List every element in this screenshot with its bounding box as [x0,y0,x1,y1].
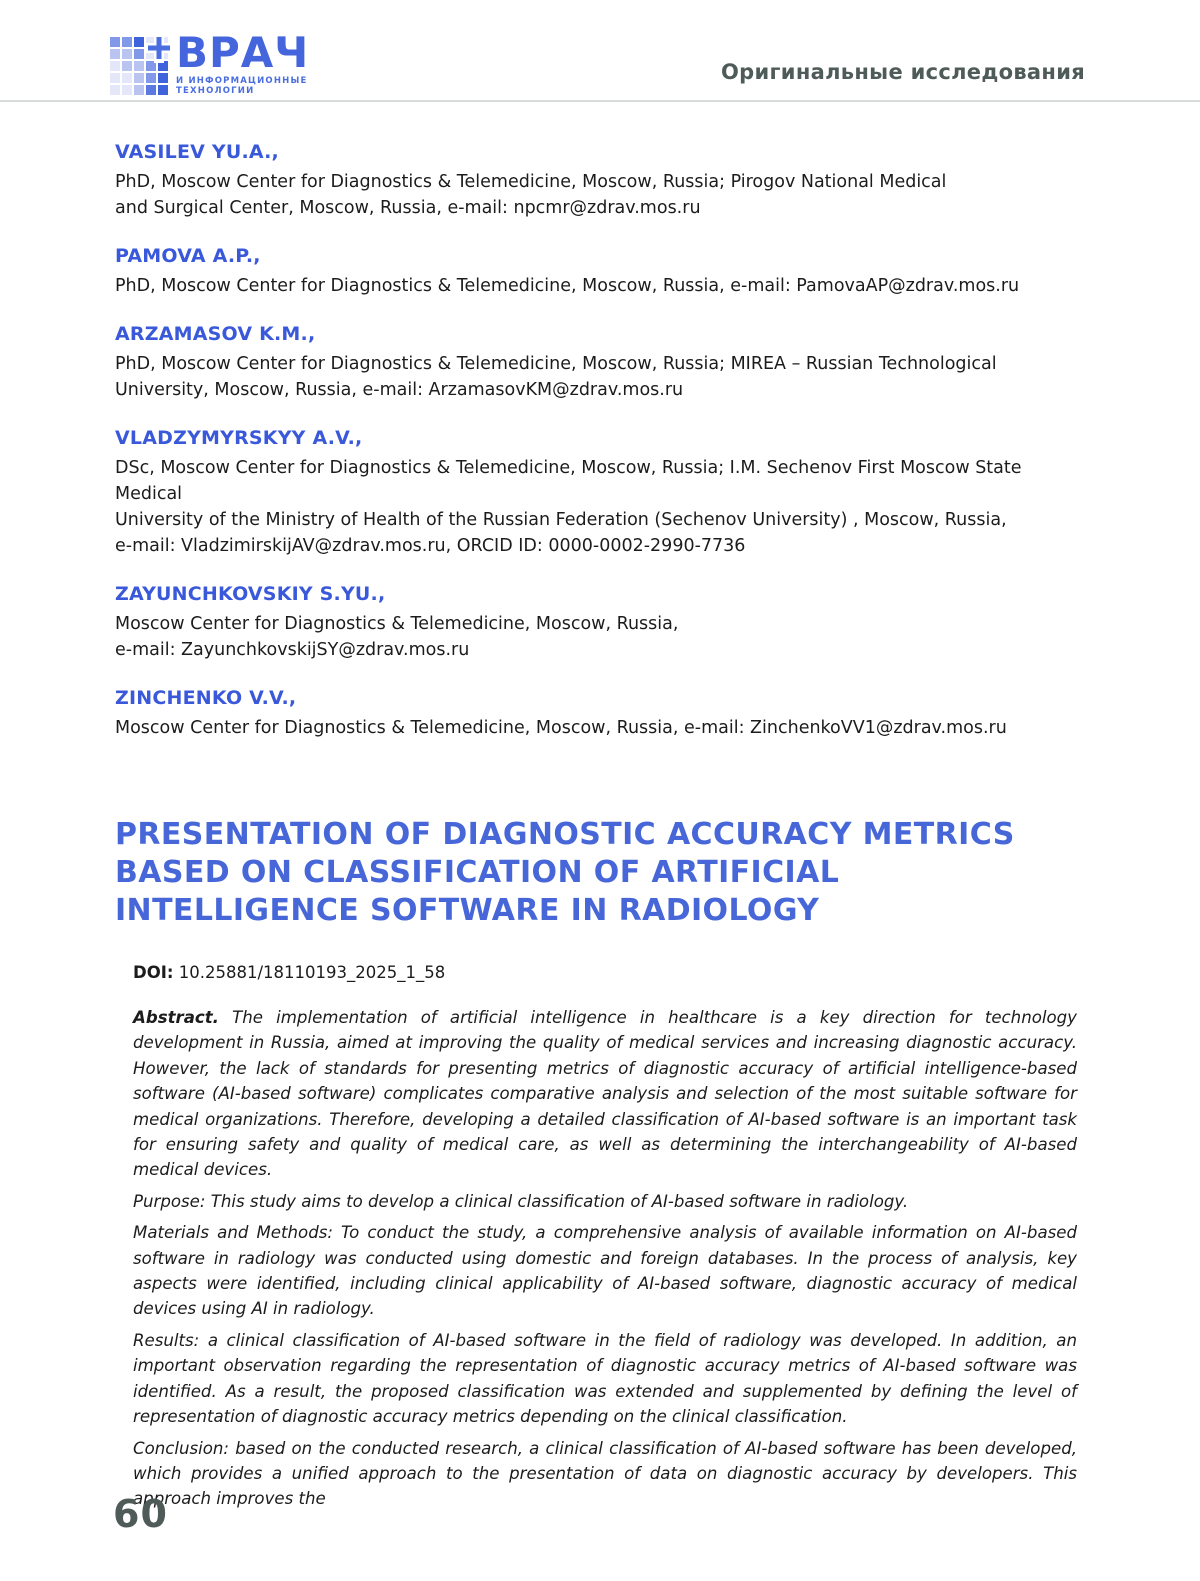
article-title: PRESENTATION OF DIAGNOSTIC ACCURACY METRICS BASED ON CLASSIFICATION OF ARTIFICIAL INTELLIGENCE SOFTWARE IN RADIOLOGY [115,817,1015,928]
author-affiliation: PhD, Moscow Center for Diagnostics & Telemedicine, Moscow, Russia, e-mail: PamovaAP@zdrav.mos.ru [115,276,1020,296]
author-block [115,426,1090,559]
logo-text [176,28,310,96]
medical-cross-icon [144,33,174,63]
author-affiliation: DSc, Moscow Center for Diagnostics & Telemedicine, Moscow, Russia; I.M. Sechenov First Moscow State Medical University of the Ministry of Health of the Russian Federation (Sechenov University) , Moscow, Russia, e-mail: VladzimirskijAV@zdrav.mos.ru, ORCID ID: 0000-0002-2990-7736 [115,458,1022,556]
author-block [115,582,1090,663]
author-name: PAMOVA A.P., [115,245,261,267]
author-affiliation: PhD, Moscow Center for Diagnostics & Telemedicine, Moscow, Russia; MIREA – Russian Technological University, Moscow, Russia, e-mail: ArzamasovKM@zdrav.mos.ru [115,354,997,400]
page-header [0,0,1200,100]
author-name: ZAYUNCHKOVSKIY S.YU., [115,583,386,605]
author-name: ARZAMASOV K.M., [115,323,316,345]
logo-brand: ВРАЧ [176,28,310,77]
doi-value: 10.25881/18110193_2025_1_58 [178,963,446,982]
journal-logo [110,28,310,96]
abstract-text: The implementation of artificial intelligence in healthcare is a key direction for technology development in Russia, aimed at improving the quality of medical services and increasing diagnostic accuracy. However, the lack of standards for presenting metrics of diagnostic accuracy of artificial intelligence-based software (AI-based software) complicates comparative analysis and selection of the most suitable software for medical organizations. Therefore, developing a detailed classification of AI-based software is an important task for ensuring safety and quality of medical care, as well as determining the interchangeability of AI-based medical devices. [133,1008,1077,1180]
author-block [115,322,1090,403]
author-affiliation: PhD, Moscow Center for Diagnostics & Telemedicine, Moscow, Russia; Pirogov National Medical and Surgical Center, Moscow, Russia, e-mail: npcmr@zdrav.mos.ru [115,172,947,218]
abstract-paragraph-results: Results: a clinical classification of AI-based software in the field of radiology was developed. In addition, an important observation regarding the representation of diagnostic accuracy metrics of AI-based software was identified. As a result, the proposed classification was extended and supplemented by defining the level of representation of diagnostic accuracy metrics depending on the clinical classification. [133,1330,1077,1427]
doi-line [133,963,445,982]
author-name: VLADZYMYRSKYY A.V., [115,427,363,449]
abstract-section [133,1005,1077,1518]
abstract-paragraph-methods: Materials and Methods: To conduct the study, a comprehensive analysis of available information on AI-based software in radiology was conducted using domestic and foreign databases. In the process of analysis, key aspects were identified, including clinical applicability of AI-based software, diagnostic accuracy of medical devices using AI in radiology. [133,1223,1077,1319]
author-block [115,244,1090,299]
header-divider [0,100,1200,102]
author-block [115,686,1090,741]
logo-grid-icon [110,37,168,95]
abstract-paragraph-purpose: Purpose: This study aims to develop a clinical classification of AI-based software in radiology. [133,1191,909,1211]
author-block [115,140,1090,221]
abstract-label: Abstract. [133,1008,219,1027]
abstract-paragraph-conclusion: Conclusion: based on the conducted research, a clinical classification of AI-based software has been developed, which provides a unified approach to the presentation of data on diagnostic accuracy by developers. This approach improves the [133,1438,1077,1509]
author-affiliation: Moscow Center for Diagnostics & Telemedicine, Moscow, Russia, e-mail: ZinchenkoVV1@zdrav.mos.ru [115,718,1007,738]
doi-label: DOI: [133,963,174,982]
abstract-paragraph [133,1005,1077,1183]
author-name: ZINCHENKO V.V., [115,687,297,709]
page-number: 60 [113,1492,168,1536]
section-label: Оригинальные исследования [721,60,1085,84]
authors-list [115,140,1090,764]
logo-tagline: И ИНФОРМАЦИОННЫЕ ТЕХНОЛОГИИ [176,76,308,96]
author-name: VASILEV YU.A., [115,141,279,163]
author-affiliation: Moscow Center for Diagnostics & Telemedicine, Moscow, Russia, e-mail: ZayunchkovskijSY@zdrav.mos.ru [115,614,679,660]
